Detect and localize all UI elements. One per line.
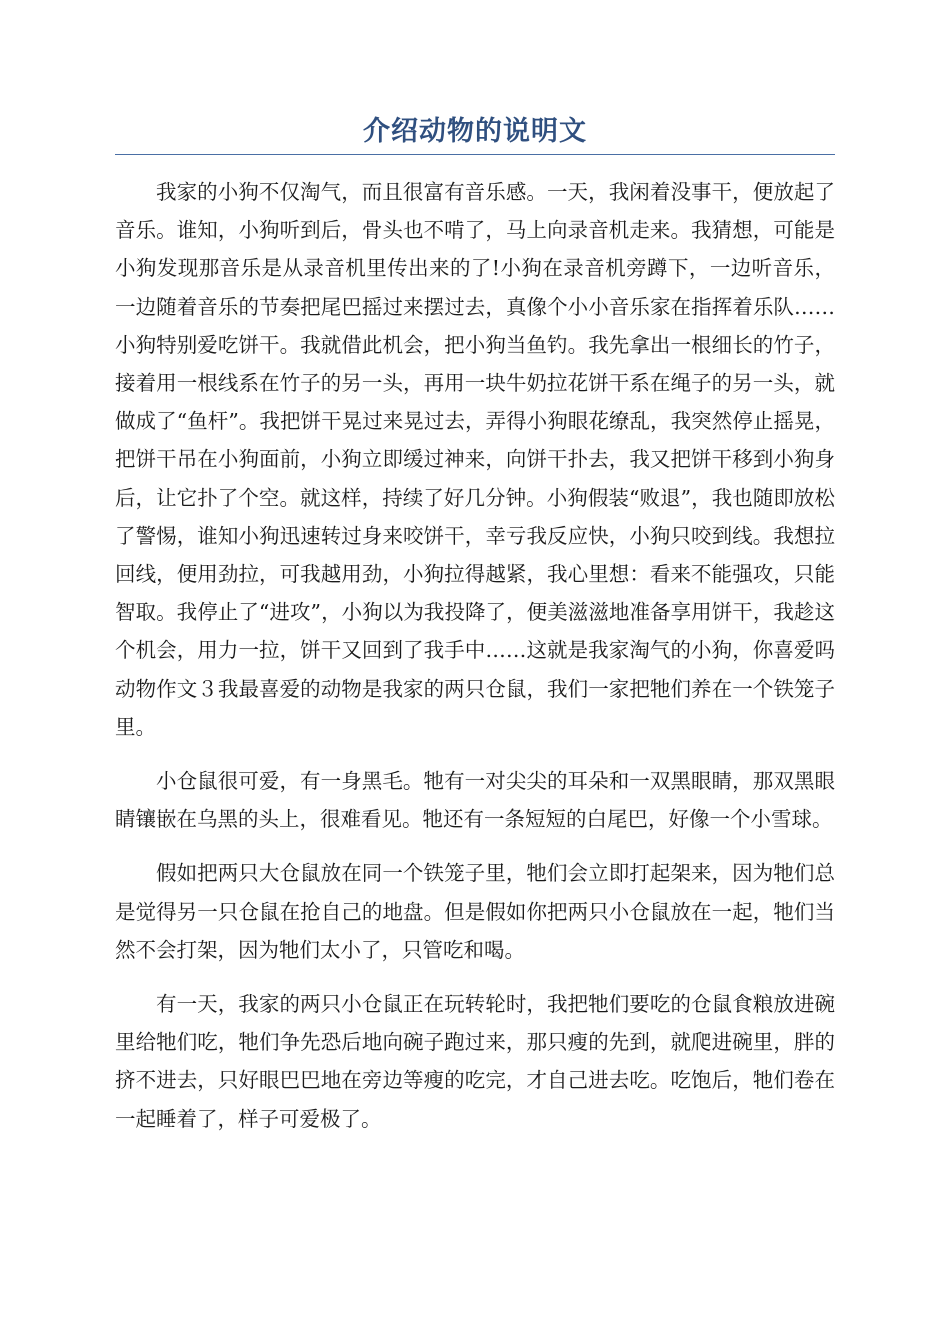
paragraph-4: 有一天，我家的两只小仓鼠正在玩转轮时，我把牠们要吃的仓鼠食粮放进碗里给牠们吃，牠们争先恐后地向碗子跑过来，那只瘦的先到，就爬进碗里，胖的挤不进去，只好眼巴巴地在旁边等瘦的吃完，才自己进去吃。吃饱后，牠们卷在一起睡着了，样子可爱极了。: [115, 992, 835, 1131]
title-underline: [115, 154, 835, 155]
title-block: [115, 110, 835, 155]
page-title: 介绍动物的说明文: [363, 116, 587, 147]
paragraph-2: 小仓鼠很可爱，有一身黑毛。牠有一对尖尖的耳朵和一双黑眼睛，那双黑眼睛镶嵌在乌黑的头上，很难看见。牠还有一条短短的白尾巴，好像一个小雪球。: [115, 769, 835, 832]
paragraph-3: 假如把两只大仓鼠放在同一个铁笼子里，牠们会立即打起架来，因为牠们总是觉得另一只仓鼠在抢自己的地盘。但是假如你把两只小仓鼠放在一起，牠们当然不会打架，因为牠们太小了，只管吃和喝。: [115, 861, 835, 962]
document-body: [115, 173, 835, 1154]
paragraph-1: 我家的小狗不仅淘气，而且很富有音乐感。一天，我闲着没事干，便放起了音乐。谁知，小狗听到后，骨头也不啃了，马上向录音机走来。我猜想，可能是小狗发现那音乐是从录音机里传出来的了!小狗在录音机旁蹲下，一边听音乐，一边随着音乐的节奏把尾巴摇过来摆过去，真像个小小音乐家在指挥着乐队……小狗特别爱吃饼干。我就借此机会，把小狗当鱼钓。我先拿出一根细长的竹子，接着用一根线系在竹子的另一头，再用一块牛奶拉花饼干系在绳子的另一头，就做成了“鱼杆”。我把饼干晃过来晃过去，弄得小狗眼花缭乱，我突然停止摇晃，把饼干吊在小狗面前，小狗立即缓过神来，向饼干扑去，我又把饼干移到小狗身后，让它扑了个空。就这样，持续了好几分钟。小狗假装“败退”，我也随即放松了警惕，谁知小狗迅速转过身来咬饼干，幸亏我反应快，小狗只咬到线。我想拉回线，便用劲拉，可我越用劲，小狗拉得越紧，我心里想：看来不能强攻，只能智取。我停止了“进攻”，小狗以为我投降了，便美滋滋地准备享用饼干，我趁这个机会，用力一拉，饼干又回到了我手中……这就是我家淘气的小狗，你喜爱吗动物作文３我最喜爱的动物是我家的两只仓鼠，我们一家把牠们养在一个铁笼子里。: [115, 180, 835, 739]
